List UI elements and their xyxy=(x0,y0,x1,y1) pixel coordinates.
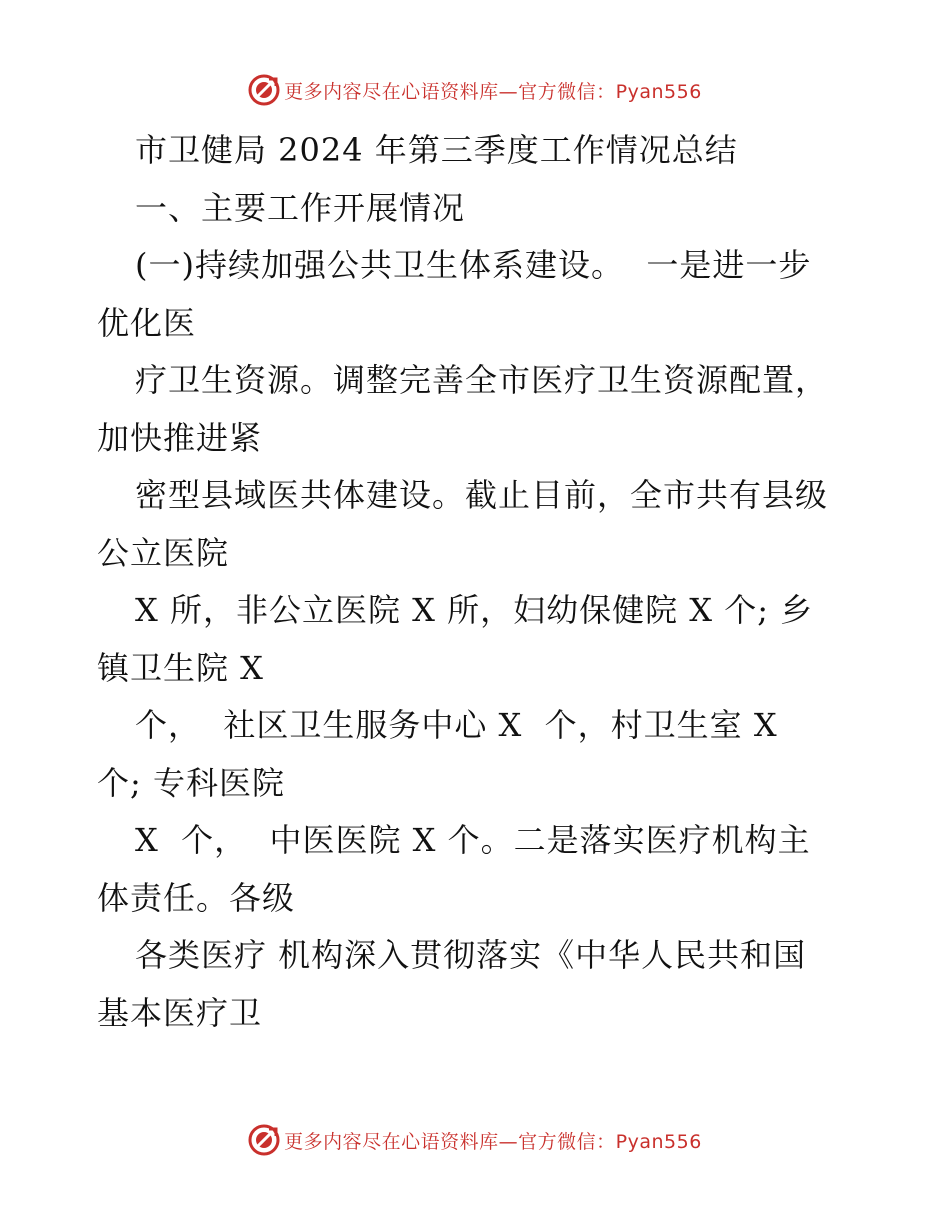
red-seal-logo-icon xyxy=(248,74,280,106)
paragraph-line: 镇卫生院 X xyxy=(97,648,264,687)
paragraph-line: 优化医 xyxy=(97,303,197,342)
paragraph-line: 基本医疗卫 xyxy=(97,993,263,1032)
paragraph-line: 体责任。各级 xyxy=(97,878,296,917)
paragraph-line: 各类医疗 机构深入贯彻落实《中华人民共和国 xyxy=(135,936,807,974)
paragraph-line: (一)持续加强公共卫生体系建设。 一是进一步 xyxy=(135,246,812,284)
document-body xyxy=(97,122,857,1042)
paragraph-line: X 个， 中医医院 X 个。二是落实医疗机构主 xyxy=(135,821,811,859)
paragraph-line: 公立医院 xyxy=(97,533,230,572)
red-seal-logo-icon xyxy=(248,1124,280,1156)
paragraph-line: 密型县域医共体建设。截止目前，全市共有县级 xyxy=(135,476,829,514)
watermark-text: 更多内容尽在心语资料库—官方微信：Pyan556 xyxy=(284,1130,702,1153)
footer-watermark xyxy=(0,1120,950,1160)
paragraph-line: 加快推进紧 xyxy=(97,418,263,457)
paragraph-line: X 所，非公立医院 X 所，妇幼保健院 X 个; 乡 xyxy=(135,591,814,629)
header-watermark xyxy=(0,70,950,110)
section-heading: 一、主要工作开展情况 xyxy=(135,188,466,227)
paragraph-line: 疗卫生资源。调整完善全市医疗卫生资源配置， xyxy=(135,361,829,399)
paragraph-line: 个; 专科医院 xyxy=(97,763,285,802)
paragraph-line: 个， 社区卫生服务中心 X 个，村卫生室 X xyxy=(135,706,778,744)
document-title: 市卫健局 2024 年第三季度工作情况总结 xyxy=(135,131,738,169)
watermark-text: 更多内容尽在心语资料库—官方微信：Pyan556 xyxy=(284,80,702,103)
